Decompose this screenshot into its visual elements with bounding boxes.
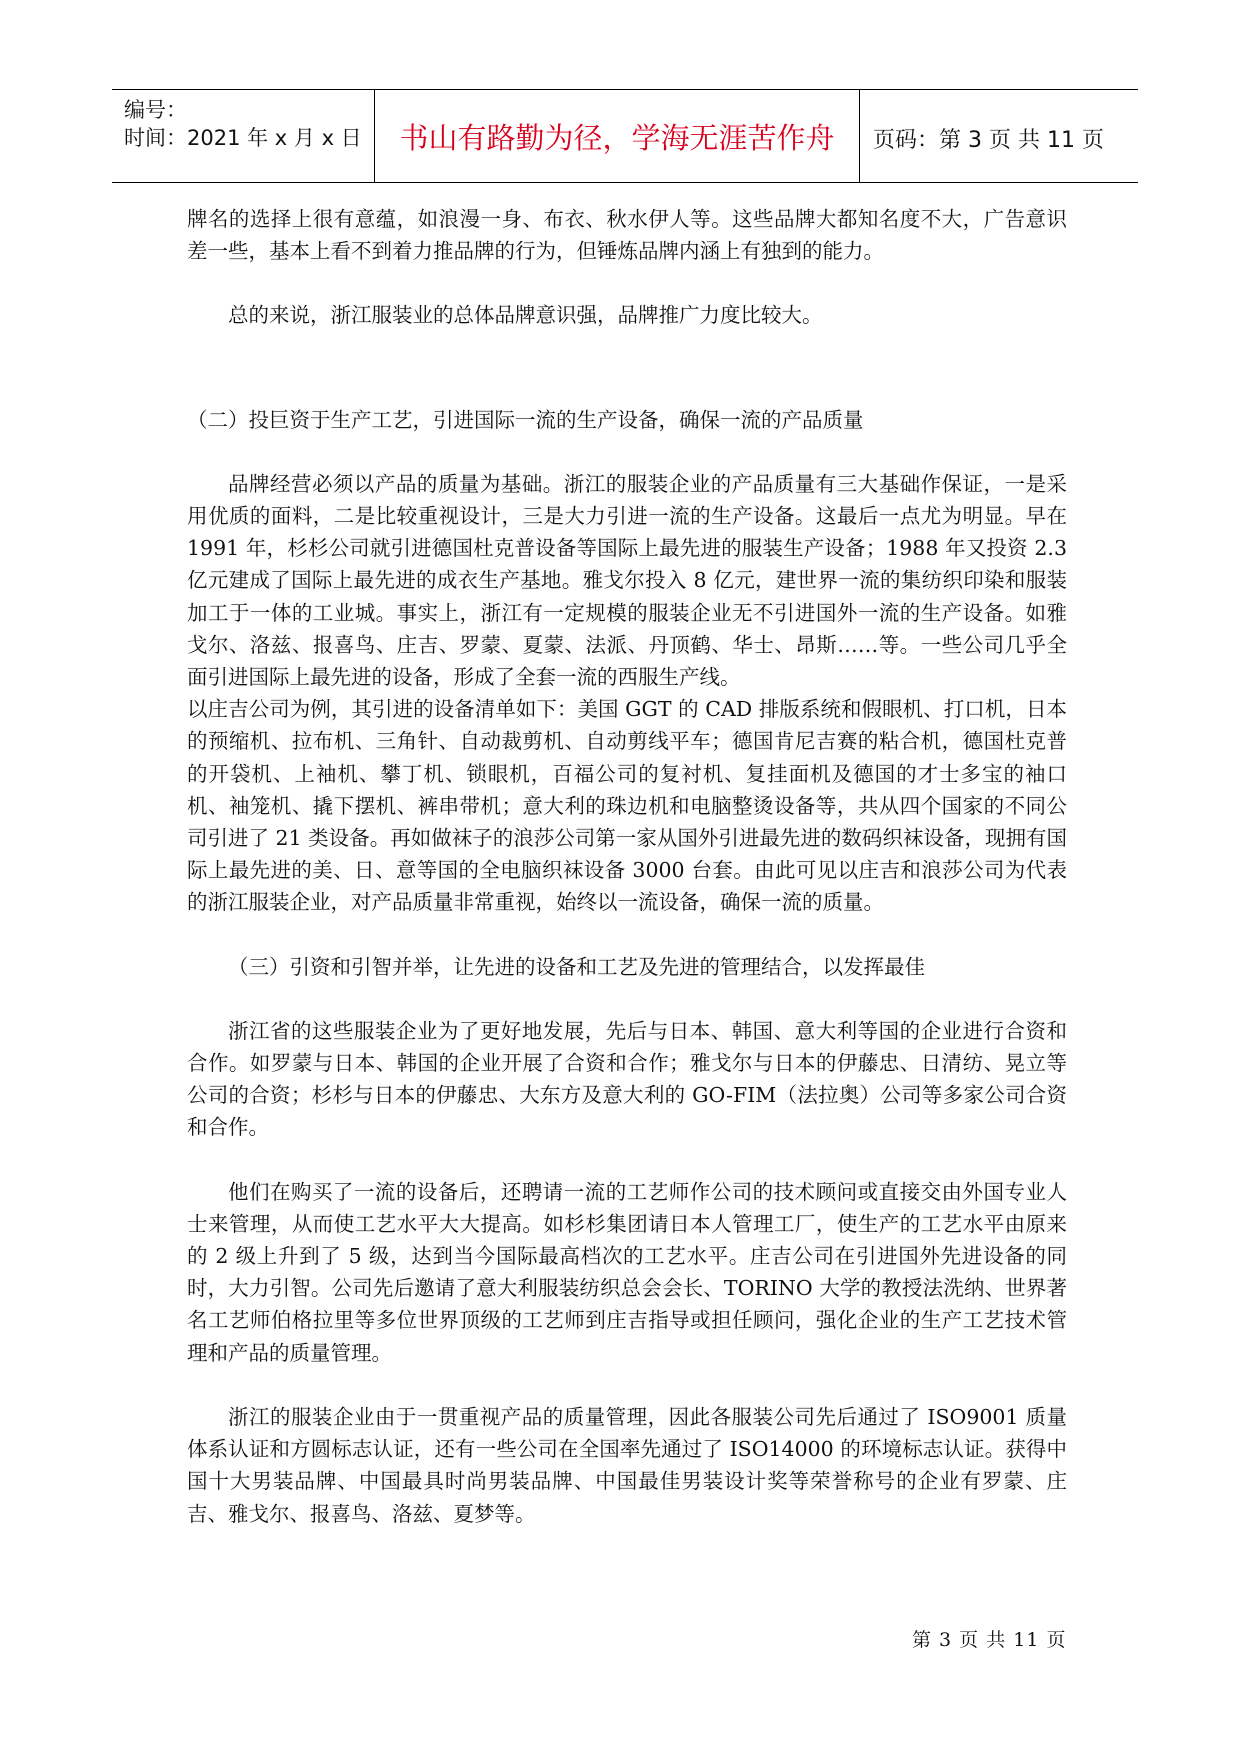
header-meta-cell — [112, 90, 374, 182]
section-heading-2: （二）投巨资于生产工艺，引进国际一流的生产设备，确保一流的产品质量 — [187, 407, 864, 432]
paragraph-zhuangji-equipment: 以庄吉公司为例，其引进的设备清单如下：美国 GGT 的 CAD 排版系统和假眼机、打口机，日本的预缩机、拉布机、三角针、自动裁剪机、自动剪线平车；德国肯尼吉赛的粘合机，德国杜克普的开袋机、上袖机、攀丁机、锁眼机，百福公司的复衬机、复挂面机及德国的才士多宝的袖口机、袖笼机、撬下摆机、裤串带机；意大利的珠边机和电脑整烫设备等，共从四个国家的不同公司引进了 21 类设备。再如做袜子的浪莎公司第一家从国外引进最先进的数码织袜设备，现拥有国际上最先进的美、日、意等国的全电脑织袜设备 3000 台套。由此可见以庄吉和浪莎公司为代表的浙江服装企业，对产品质量非常重视，始终以一流设备，确保一流的质量。 — [187, 697, 1067, 915]
paragraph-craftsmen: 他们在购买了一流的设备后，还聘请一流的工艺师作公司的技术顾问或直接交由外国专业人士来管理，从而使工艺水平大大提高。如杉杉集团请日本人管理工厂，使生产的工艺水平由原来的 2 级上升到了 5 级，达到当今国际最高档次的工艺水平。庄吉公司在引进国外先进设备的同时，大力引智。公司先后邀请了意大利服装纺织总会会长、TORINO 大学的教授法洗纳、世界著名工艺师伯格拉里等多位世界顶级的工艺师到庄吉指导或担任顾问，强化企业的生产工艺技术管理和产品的质量管理。 — [187, 1179, 1067, 1365]
paragraph-brand-names: 牌名的选择上很有意蕴，如浪漫一身、布衣、秋水伊人等。这些品牌大都知名度不大，广告意识差一些，基本上看不到着力推品牌的行为，但锤炼品牌内涵上有独到的能力。 — [187, 207, 1067, 264]
header-motto: 书山有路勤为径，学海无涯苦作舟 — [399, 121, 835, 155]
paragraph-joint-ventures: 浙江省的这些服装企业为了更好地发展，先后与日本、韩国、意大利等国的企业进行合资和合作。如罗蒙与日本、韩国的企业开展了合资和合作；雅戈尔与日本的伊藤忠、日清纺、晃立等公司的合资；杉杉与日本的伊藤忠、大东方及意大利的 GO-FIM（法拉奥）公司等多家公司合资和合作。 — [187, 1018, 1067, 1140]
page-header — [112, 89, 1138, 183]
section-heading-3: （三）引资和引智并举，让先进的设备和工艺及先进的管理结合，以发挥最佳 — [228, 954, 925, 979]
header-page-number: 页码：第 3 页 共 11 页 — [873, 128, 1104, 153]
paragraph-quality-basis: 品牌经营必须以产品的质量为基础。浙江的服装企业的产品质量有三大基础作保证，一是采用优质的面料，二是比较重视设计，三是大力引进一流的生产设备。这最后一点尤为明显。早在 1991 年，杉杉公司就引进德国杜克普设备等国际上最先进的服装生产设备；1988 年又投资 2.3 亿元建成了国际上最先进的成衣生产基地。雅戈尔投入 8 亿元，建世界一流的集纺织印染和服装加工于一体的工业城。事实上，浙江有一定规模的服装企业无不引进国外一流的生产设备。如雅戈尔、洛兹、报喜鸟、庄吉、罗蒙、夏蒙、法派、丹顶鹤、华士、昂斯……等。一些公司几乎全面引进国际上最先进的设备，形成了全套一流的西服生产线。 — [187, 471, 1067, 690]
document-body — [187, 203, 1067, 1530]
paragraph-certification: 浙江的服装企业由于一贯重视产品的质量管理，因此各服装公司先后通过了 ISO9001 质量体系认证和方圆标志认证，还有一些公司在全国率先通过了 ISO14000 的环境标志认证。获得中国十大男装品牌、中国最具时尚男装品牌、中国最佳男装设计奖等荣誉称号的企业有罗蒙、庄吉、雅戈尔、报喜鸟、洛兹、夏梦等。 — [187, 1404, 1067, 1526]
paragraph-summary: 总的来说，浙江服装业的总体品牌意识强，品牌推广力度比较大。 — [228, 303, 823, 328]
page-footer: 第 3 页 共 11 页 — [912, 1629, 1067, 1651]
header-motto-cell — [374, 90, 860, 182]
document-time-label: 时间：2021 年 x 月 x 日 — [124, 126, 362, 150]
document-number-label: 编号： — [124, 98, 187, 122]
header-page-cell — [859, 90, 1138, 182]
